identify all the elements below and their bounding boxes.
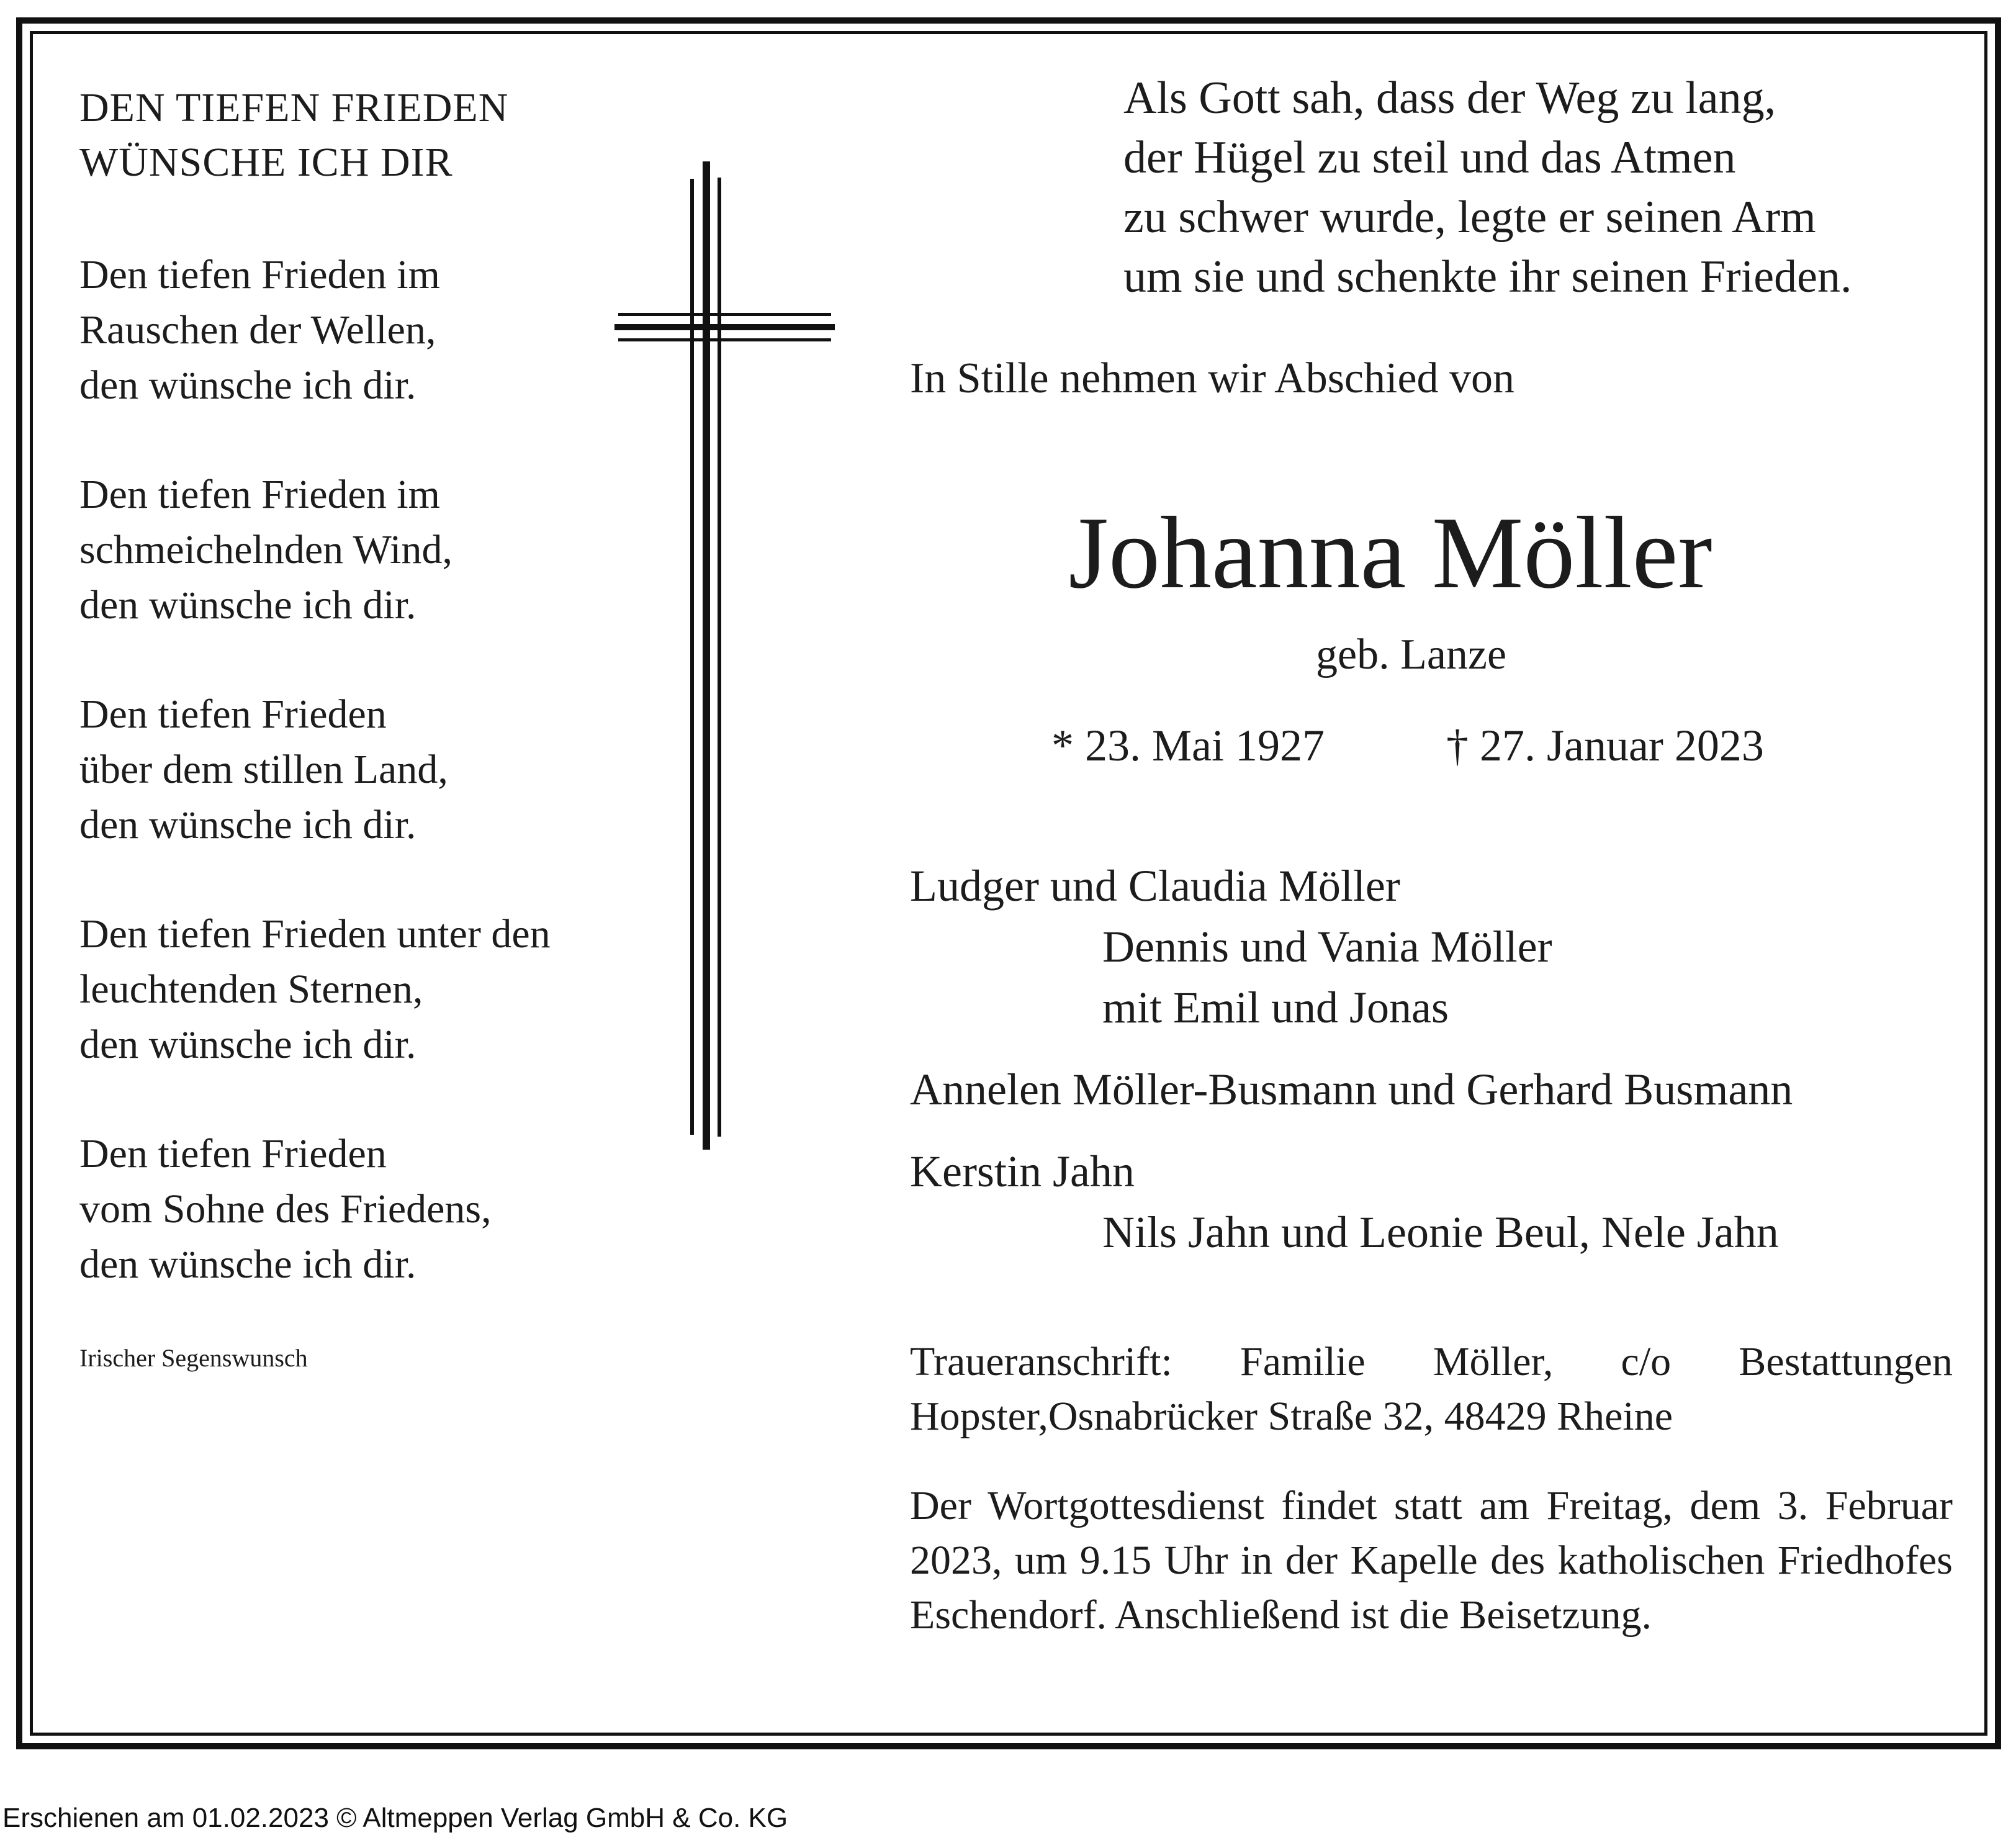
- birth-date: * 23. Mai 1927: [1051, 721, 1325, 770]
- poem-stanza: [79, 1126, 492, 1292]
- poem-stanza: [79, 687, 448, 852]
- poem-line: Den tiefen Frieden im: [79, 252, 440, 297]
- mourner-main: Annelen Möller-Busmann und Gerhard Busmann: [910, 1065, 1793, 1114]
- poem-heading-line: DEN TIEFEN FRIEDEN: [79, 85, 509, 130]
- mourner-sub-line: Dennis und Vania Möller: [1102, 922, 1552, 972]
- mourner-sub: [1102, 916, 1552, 1038]
- poem-line: den wünsche ich dir.: [79, 1242, 416, 1287]
- verse-line: der Hügel zu steil und das Atmen: [1123, 132, 1736, 183]
- mourner-sub-line: mit Emil und Jonas: [1102, 983, 1449, 1032]
- mourner-main: Ludger und Claudia Möller: [910, 861, 1400, 911]
- poem-line: Den tiefen Frieden unter den: [79, 911, 551, 957]
- poem-line: vom Sohne des Friedens,: [79, 1186, 492, 1232]
- poem-line: Den tiefen Frieden im: [79, 472, 440, 517]
- memorial-verse: [1123, 68, 1852, 307]
- mourner-main: Kerstin Jahn: [910, 1147, 1135, 1196]
- poem-stanza: [79, 467, 452, 633]
- poem-line: Den tiefen Frieden: [79, 1131, 387, 1176]
- poem-line: schmeichelnden Wind,: [79, 527, 452, 572]
- poem-line: Rauschen der Wellen,: [79, 307, 436, 353]
- poem-heading: [79, 81, 508, 190]
- farewell-intro: In Stille nehmen wir Abschied von: [910, 354, 1515, 402]
- mourner-sub: [1102, 1202, 1779, 1263]
- cross-icon: [608, 160, 857, 1156]
- mourning-address: Traueranschrift: Familie Möller, c/o Bestattungen Hopster,Osnabrücker Straße 32, 48429 Rheine: [910, 1339, 1953, 1439]
- publication-footer: Erschienen am 01.02.2023 © Altmeppen Verlag GmbH & Co. KG: [2, 1803, 788, 1833]
- poem-line: den wünsche ich dir.: [79, 582, 416, 628]
- verse-line: um sie und schenkte ihr seinen Frieden.: [1123, 251, 1852, 302]
- poem-line: den wünsche ich dir.: [79, 363, 416, 408]
- mourner-sub-line: Nils Jahn und Leonie Beul, Nele Jahn: [1102, 1207, 1779, 1257]
- deceased-name: Johanna Möller: [1068, 495, 1712, 610]
- poem-line: den wünsche ich dir.: [79, 1022, 416, 1067]
- poem-source: Irischer Segenswunsch: [79, 1344, 308, 1372]
- poem-heading-line: WÜNSCHE ICH DIR: [79, 140, 453, 185]
- poem-line: leuchtenden Sternen,: [79, 967, 423, 1012]
- verse-line: zu schwer wurde, legte er seinen Arm: [1123, 192, 1816, 243]
- poem-line: Den tiefen Frieden: [79, 692, 387, 737]
- funeral-service-notice: Der Wortgottesdienst findet statt am Freitag, dem 3. Februar 2023, um 9.15 Uhr in der Kapelle des katholischen Friedhofes Eschendorf. Anschließend ist die Beisetzung.: [910, 1483, 1953, 1638]
- poem-stanza: [79, 906, 551, 1072]
- poem-line: über dem stillen Land,: [79, 747, 448, 792]
- poem-line: den wünsche ich dir.: [79, 802, 416, 847]
- maiden-name: geb. Lanze: [1316, 631, 1507, 679]
- poem-stanza: [79, 247, 440, 413]
- death-date: † 27. Januar 2023: [1446, 721, 1764, 770]
- verse-line: Als Gott sah, dass der Weg zu lang,: [1123, 73, 1776, 124]
